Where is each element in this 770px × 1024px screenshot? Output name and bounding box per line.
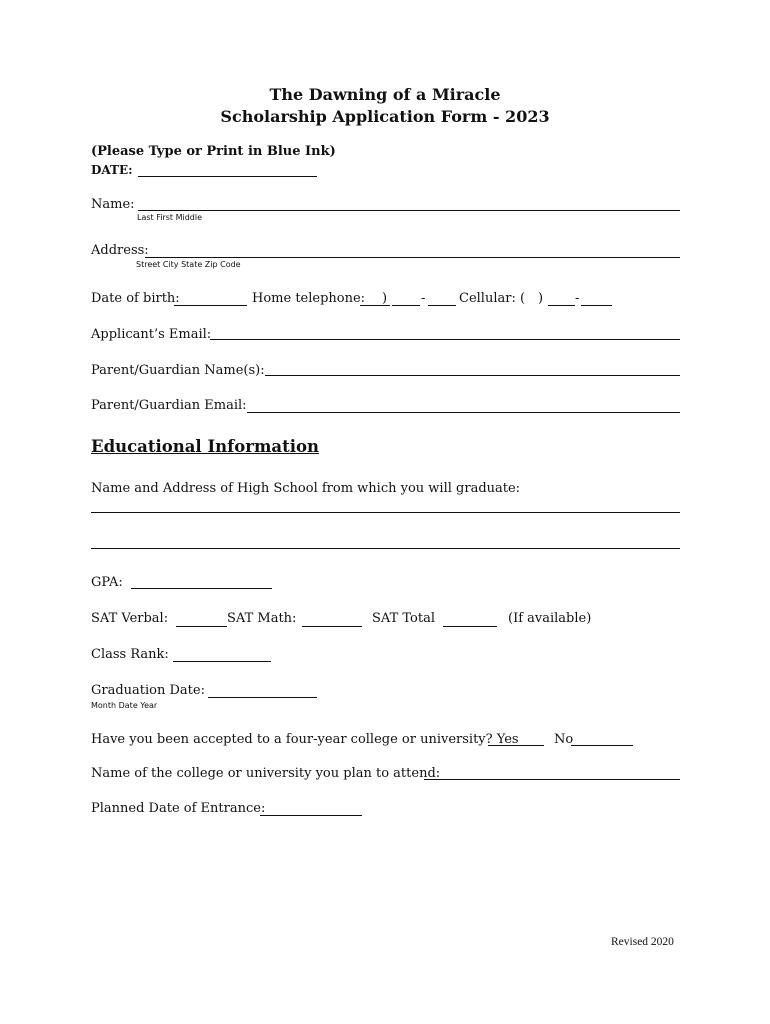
sat-verbal-field[interactable] bbox=[176, 612, 227, 627]
guardian-name-label: Parent/Guardian Name(s): bbox=[91, 363, 265, 378]
accepted-no-label: No bbox=[554, 732, 574, 747]
graduation-date-field[interactable] bbox=[208, 683, 317, 698]
home-telephone-label: Home telephone: bbox=[252, 291, 366, 306]
accepted-no-field[interactable] bbox=[571, 731, 633, 746]
high-school-line-2[interactable] bbox=[91, 548, 680, 549]
home-telephone-line-field[interactable] bbox=[428, 291, 456, 306]
revised-note: Revised 2020 bbox=[611, 936, 674, 948]
date-label: DATE: bbox=[91, 163, 133, 177]
entrance-date-field[interactable] bbox=[260, 801, 362, 816]
cellular-prefix-field[interactable] bbox=[548, 291, 575, 306]
high-school-line-1[interactable] bbox=[91, 512, 680, 513]
accepted-question: Have you been accepted to a four-year college or university? Yes bbox=[91, 732, 519, 747]
sat-total-label: SAT Total bbox=[372, 611, 436, 626]
cellular-dash: - bbox=[575, 291, 580, 306]
entrance-date-label: Planned Date of Entrance: bbox=[91, 801, 266, 816]
cellular-line-field[interactable] bbox=[581, 291, 612, 306]
applicant-email-field[interactable] bbox=[210, 325, 680, 340]
form-title-line2: Scholarship Application Form - 2023 bbox=[220, 107, 550, 126]
high-school-label: Name and Address of High School from which you will graduate: bbox=[91, 481, 521, 496]
home-telephone-prefix-field[interactable] bbox=[392, 291, 420, 306]
address-label: Address: bbox=[91, 243, 149, 258]
instructions: (Please Type or Print in Blue Ink) bbox=[91, 144, 336, 159]
sat-math-label: SAT Math: bbox=[227, 611, 297, 626]
dob-field[interactable] bbox=[174, 291, 247, 306]
home-telephone-dash: - bbox=[421, 291, 426, 306]
gpa-label: GPA: bbox=[91, 575, 123, 590]
gpa-field[interactable] bbox=[131, 574, 272, 589]
college-field[interactable] bbox=[424, 765, 680, 780]
graduation-date-hint: Month Date Year bbox=[91, 701, 158, 710]
home-telephone-paren: ) bbox=[382, 291, 388, 306]
guardian-email-label: Parent/Guardian Email: bbox=[91, 398, 247, 413]
cellular-label: Cellular: ( bbox=[459, 291, 526, 306]
name-label: Name: bbox=[91, 197, 135, 212]
sat-total-field[interactable] bbox=[443, 612, 497, 627]
graduation-date-label: Graduation Date: bbox=[91, 683, 205, 698]
name-hint: Last First Middle bbox=[137, 213, 203, 222]
address-hint: Street City State Zip Code bbox=[136, 260, 241, 269]
applicant-email-label: Applicant’s Email: bbox=[91, 327, 212, 342]
cellular-paren: ) bbox=[538, 291, 544, 306]
accepted-yes-field[interactable] bbox=[488, 731, 544, 746]
college-label: Name of the college or university you plan to attend: bbox=[91, 766, 441, 781]
sat-note: (If available) bbox=[508, 611, 592, 626]
class-rank-label: Class Rank: bbox=[91, 647, 169, 662]
educational-information-heading: Educational Information bbox=[91, 437, 319, 456]
guardian-name-field[interactable] bbox=[265, 361, 680, 376]
sat-math-field[interactable] bbox=[302, 612, 362, 627]
dob-label: Date of birth: bbox=[91, 291, 180, 306]
sat-verbal-label: SAT Verbal: bbox=[91, 611, 169, 626]
name-field[interactable] bbox=[138, 196, 680, 211]
date-field[interactable] bbox=[138, 162, 317, 177]
form-title-line1: The Dawning of a Miracle bbox=[269, 85, 501, 104]
class-rank-field[interactable] bbox=[173, 647, 271, 662]
address-field[interactable] bbox=[145, 243, 680, 258]
guardian-email-field[interactable] bbox=[247, 398, 680, 413]
